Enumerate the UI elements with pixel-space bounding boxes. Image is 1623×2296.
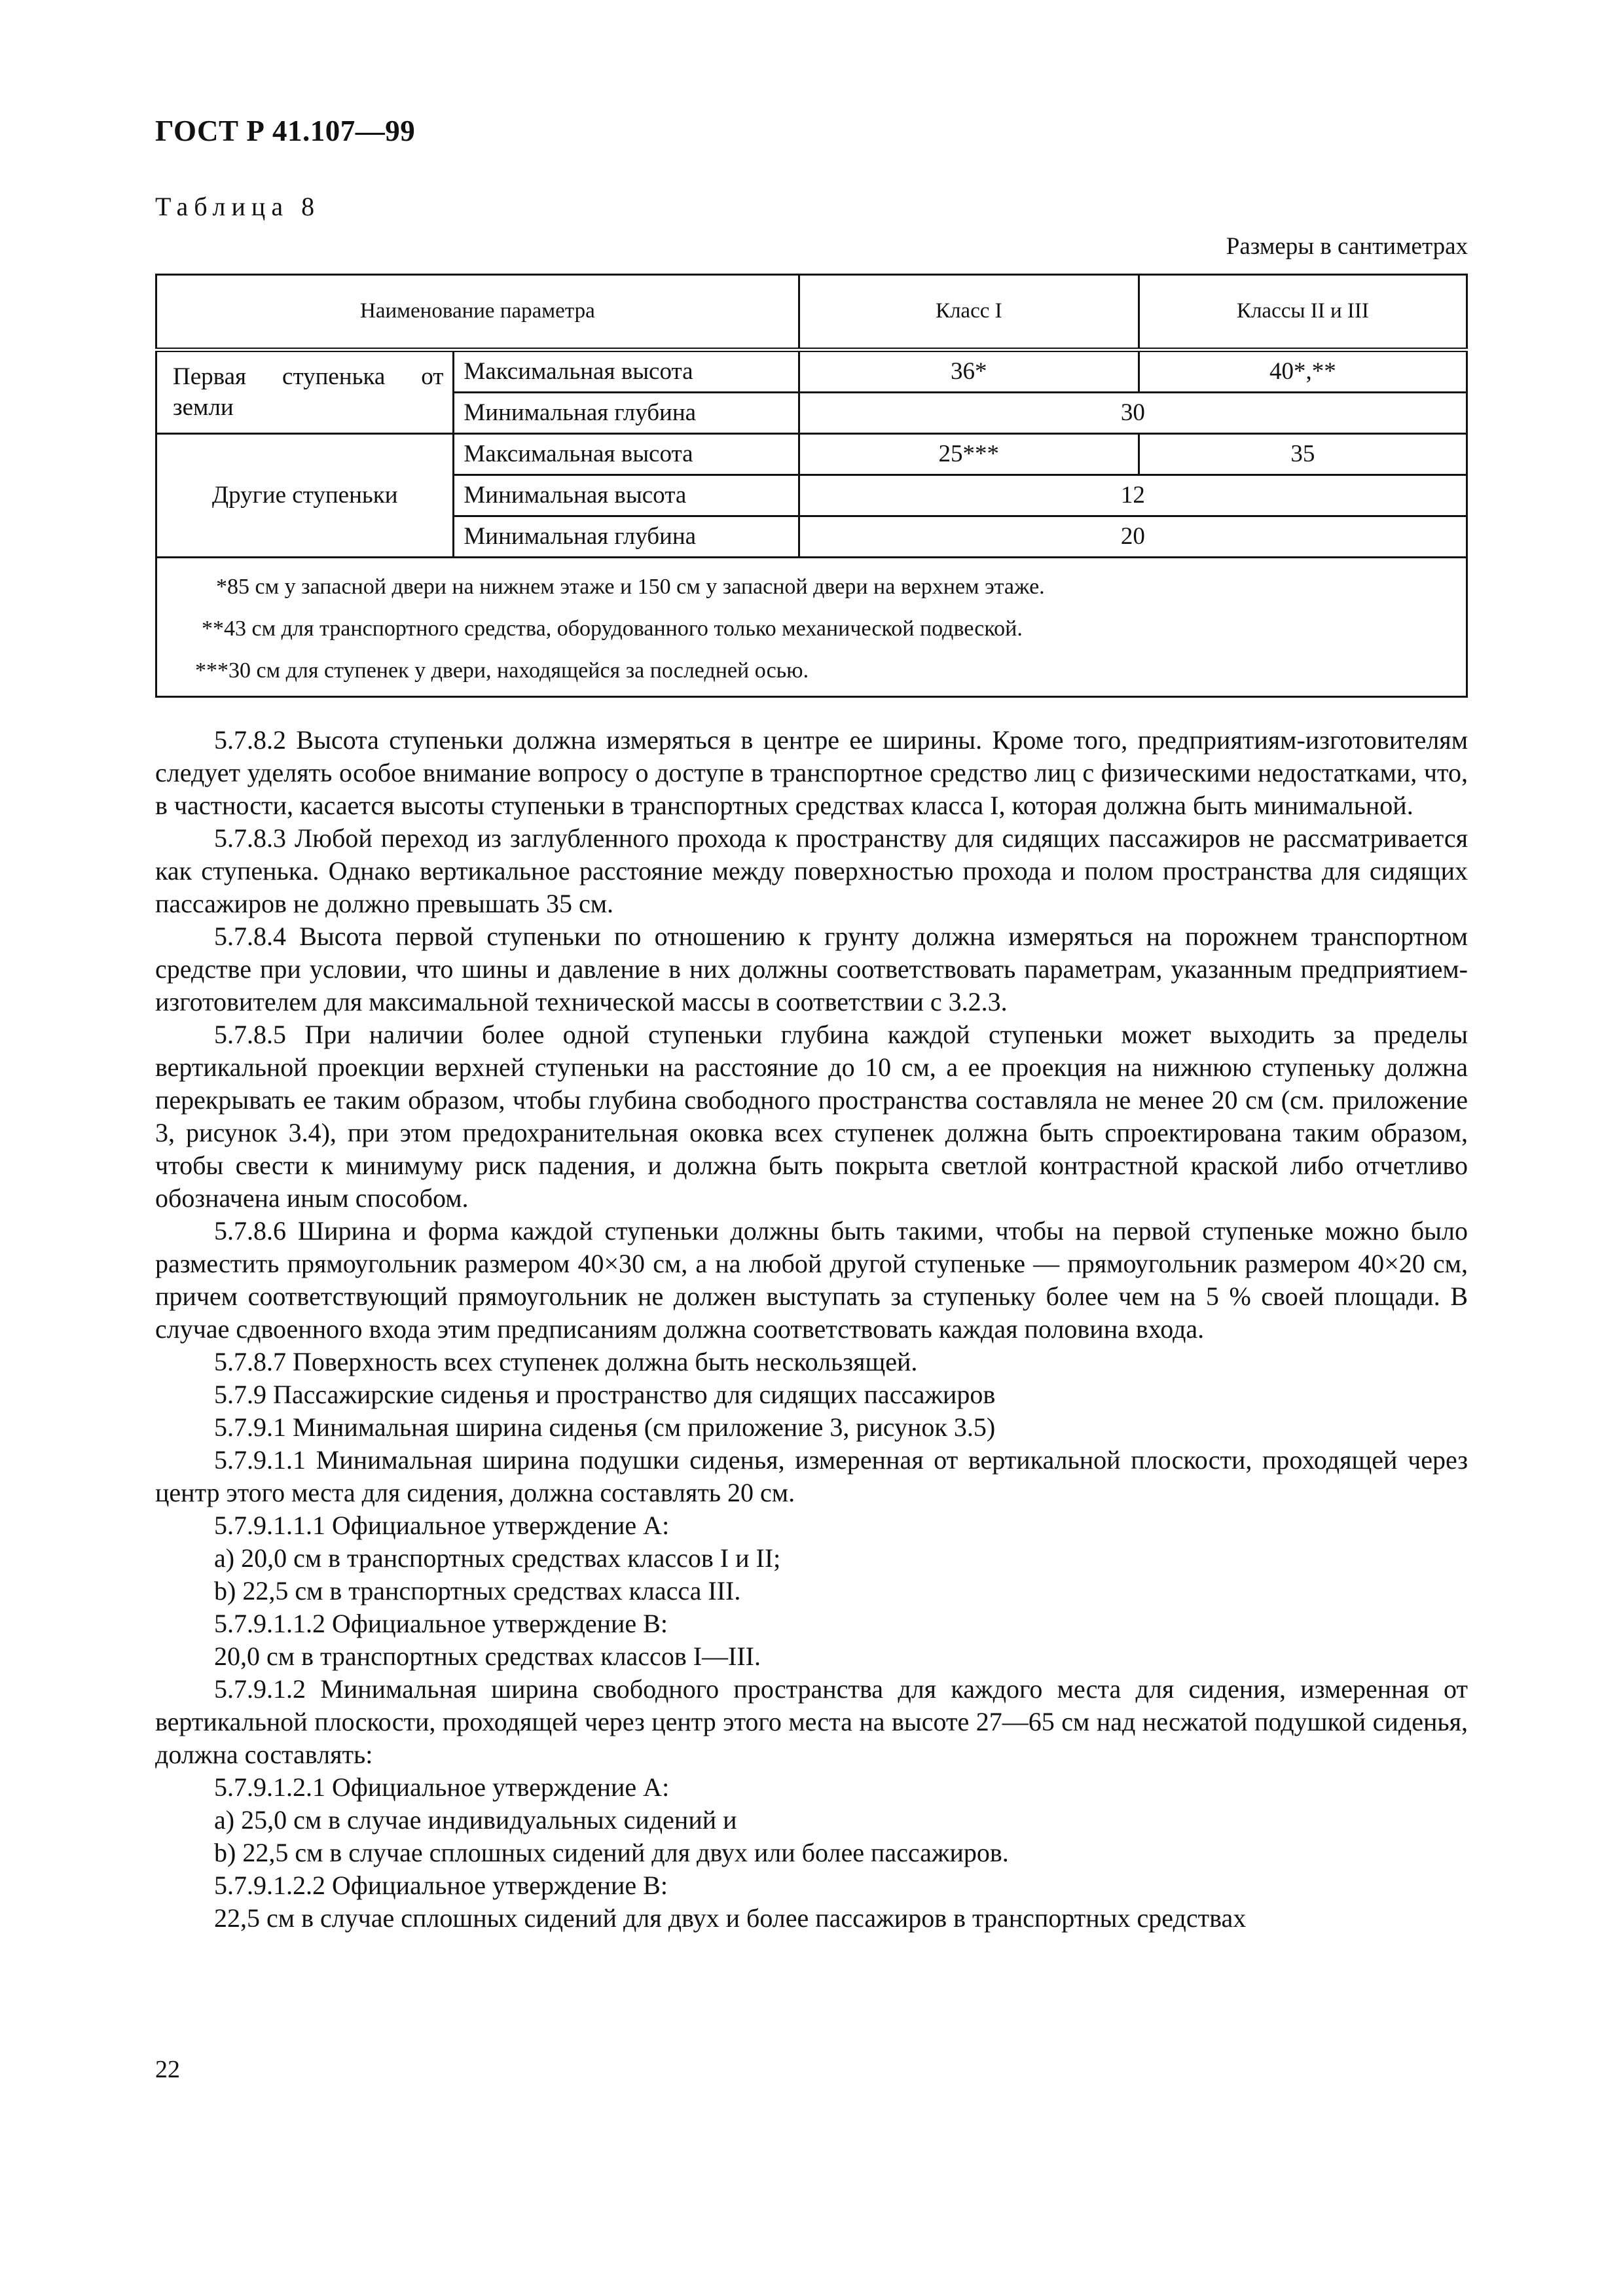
paragraph: 20,0 см в транспортных средствах классов I—III. — [214, 1641, 761, 1671]
value-cell: 35 — [1139, 434, 1467, 475]
paragraph: 5.7.8.2 Высота ступеньки должна измеряться в центре ее ширины. Кроме того, предприятиям-изготовителям следует уделять особое внимание вопросу о доступе в транспортное средство лиц с физическими недостатками, что, в частности, касается высоты ступеньки в транспортных средствах класса I, которая должна быть минимальной. — [155, 725, 1468, 820]
parameter-label: Минимальная глубина — [454, 393, 799, 434]
paragraph: 5.7.9.1.1 Минимальная ширина подушки сиденья, измеренная от вертикальной плоскости, проходящей через центр этого места для сидения, должна составлять 20 см. — [155, 1445, 1468, 1507]
paragraph: 5.7.8.7 Поверхность всех ступенек должна быть нескользящей. — [214, 1347, 918, 1376]
value-cell: 40*,** — [1139, 350, 1467, 393]
column-header-class-1: Класс I — [799, 275, 1139, 350]
column-header-parameter: Наименование параметра — [156, 275, 799, 350]
paragraph: 5.7.8.4 Высота первой ступеньки по отношению к грунту должна измеряться на порожнем транспортном средстве при условии, что шины и давление в них должны соответствовать параметрам, указанным предприятием-изготовителем для максимальной технической массы в соответствии с 3.2.3. — [155, 922, 1468, 1016]
page-number: 22 — [155, 2056, 180, 2083]
first-step-label: Первая ступенька от земли — [156, 350, 454, 434]
paragraph: 5.7.9.1.2.2 Официальное утверждение В: — [214, 1871, 668, 1900]
table-caption: Таблица 8 — [155, 192, 321, 221]
paragraph: 5.7.8.3 Любой переход из заглубленного прохода к пространству для сидящих пассажиров не рассматривается как ступенька. Однако вертикальное расстояние между поверхностью прохода и полом пространства для сидящих пассажиров не должно превышать 35 см. — [155, 823, 1468, 918]
table-notes-row — [156, 558, 1467, 697]
paragraph: 5.7.9.1.2 Минимальная ширина свободного пространства для каждого места для сидения, измеренная от вертикальной плоскости, проходящей через центр этого места на высоте 27—65 см над несжатой подушкой сиденья, должна составлять: — [155, 1674, 1468, 1769]
document-page — [155, 111, 1468, 1935]
body-text — [155, 724, 1468, 1935]
parameter-label: Минимальная глубина — [454, 516, 799, 558]
value-cell: 25*** — [799, 434, 1139, 475]
parameter-label: Максимальная высота — [454, 434, 799, 475]
table-note: *85 см у запасной двери на нижнем этаже и 150 см у запасной двери на верхнем этаже. — [216, 575, 1045, 599]
document-header: ГОСТ Р 41.107—99 — [155, 115, 416, 147]
other-steps-label: Другие ступеньки — [156, 434, 454, 558]
paragraph: 22,5 см в случае сплошных сидений для двух и более пассажиров в транспортных средствах — [214, 1903, 1247, 1933]
table-header-row — [156, 275, 1467, 350]
list-item: b) 22,5 см в транспортных средствах класса III. — [214, 1576, 741, 1605]
value-cell: 30 — [799, 393, 1467, 434]
paragraph: 5.7.9.1.2.1 Официальное утверждение А: — [214, 1772, 670, 1802]
paragraph: 5.7.9.1.1.2 Официальное утверждение В: — [214, 1609, 668, 1638]
table-row — [156, 434, 1467, 475]
parameters-table — [155, 274, 1468, 698]
column-header-class-2-3: Классы II и III — [1139, 275, 1467, 350]
table-row — [156, 350, 1467, 393]
table-units: Размеры в сантиметрах — [1226, 233, 1468, 260]
paragraph: 5.7.9.1.1.1 Официальное утверждение А: — [214, 1511, 670, 1540]
paragraph: 5.7.8.6 Ширина и форма каждой ступеньки должны быть такими, чтобы на первой ступеньке можно было разместить прямоугольник размером 40×30 см, а на любой другой ступеньке — прямоугольник размером 40×20 см, причем соответствующий прямоугольник не должен выступать за ступеньку более чем на 5 % своей площади. В случае сдвоенного входа этим предписаниям должна соответствовать каждая половина входа. — [155, 1216, 1468, 1344]
parameter-label: Максимальная высота — [454, 350, 799, 393]
list-item: a) 25,0 см в случае индивидуальных сидений и — [214, 1805, 737, 1835]
paragraph: 5.7.9.1 Минимальная ширина сиденья (см приложение 3, рисунок 3.5) — [214, 1412, 996, 1442]
paragraph: 5.7.9 Пассажирские сиденья и пространство для сидящих пассажиров — [214, 1380, 996, 1409]
table-notes — [156, 558, 1467, 697]
list-item: a) 20,0 см в транспортных средствах классов I и II; — [214, 1543, 781, 1573]
parameter-label: Минимальная высота — [454, 475, 799, 516]
table-note: ***30 см для ступенек у двери, находящейся за последней осью. — [195, 658, 809, 683]
paragraph: 5.7.8.5 При наличии более одной ступеньки глубина каждой ступеньки может выходить за пределы вертикальной проекции верхней ступеньки на расстояние до 10 см, а ее проекция на нижнюю ступеньку должна перекрывать ее таким образом, чтобы глубина свободного пространства составляла не менее 20 см (см. приложение 3, рисунок 3.4), при этом предохранительная оковка всех ступенек должна быть спроектирована таким образом, чтобы свести к минимуму риск падения, и должна быть покрыта светлой контрастной краской либо отчетливо обозначена иным способом. — [155, 1020, 1468, 1213]
list-item: b) 22,5 см в случае сплошных сидений для двух или более пассажиров. — [214, 1838, 1009, 1867]
value-cell: 12 — [799, 475, 1467, 516]
value-cell: 36* — [799, 350, 1139, 393]
value-cell: 20 — [799, 516, 1467, 558]
table-note: **43 см для транспортного средства, оборудованного только механической подвеской. — [202, 617, 1023, 641]
